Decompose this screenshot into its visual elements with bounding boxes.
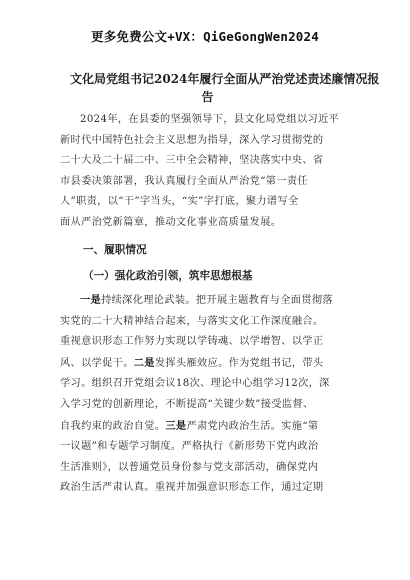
intro-line: 人”职责，以“干”字当头，“实”字打底，聚力谱写全 — [60, 196, 299, 208]
intro-paragraph — [60, 110, 352, 234]
document-title — [70, 70, 380, 106]
paragraph-line — [60, 353, 352, 375]
intro-line: 2024年，在县委的坚强领导下，县文化局党组以习近平 — [80, 114, 340, 125]
intro-line: 新时代中国特色社会主义思想为指导，深入学习贯彻党的 — [60, 134, 324, 146]
line-text: 自我约束的政治自觉。 — [60, 420, 166, 432]
paragraph-line: 入学习党的创新理论，不断提高“关键少数”接受监督、 — [60, 398, 314, 410]
subsection-heading: （一）强化政治引领，筑牢思想根基 — [83, 270, 253, 282]
emphasis-marker: 一是 — [80, 294, 102, 306]
paragraph-line: 政治生活严肃认真。重视并加强意识形态工作，通过定期 — [60, 482, 324, 494]
paragraph-line: 一议题”和专题学习制度。严格执行《新形势下党内政治 — [60, 441, 319, 453]
paragraph-line: 重视意识形态工作努力实现以学铸魂、以学增智、以学正 — [60, 336, 324, 348]
paragraph-line — [60, 416, 352, 438]
paragraph-line — [60, 290, 352, 312]
title-line-1: 文化局党组书记2024年履行全面从严治党述责述廉情况报 — [70, 72, 380, 86]
line-text: 严肃党内政治生活。实施“第 — [186, 420, 319, 432]
intro-line: 市县委决策部署，我认真履行全面从严治党“第一责任 — [60, 175, 308, 187]
paragraph-line: 学习。组织召开党组会议18次、理论中心组学习12次，深 — [60, 378, 330, 390]
section-heading: 一、履职情况 — [83, 244, 147, 256]
paragraph-line: 实党的二十大精神结合起来，与落实文化工作深度融合。 — [60, 315, 324, 327]
intro-line: 面从严治党新篇章，推动文化事业高质量发展。 — [60, 216, 282, 228]
intro-line: 二十大及二十届二中、三中全会精神，坚决落实中央、省 — [60, 155, 324, 167]
line-text: 发挥头雁效应。作为党组书记，带头 — [154, 357, 324, 369]
watermark-header: 更多免费公文+VX：QiGeGongWen2024 — [91, 29, 319, 44]
paragraph-line: 生活准则》，以普通党员身份参与党支部活动，确保党内 — [60, 461, 319, 473]
title-line-2: 告 — [201, 90, 214, 104]
emphasis-marker: 二是 — [133, 356, 155, 369]
emphasis-marker: 三是 — [165, 419, 187, 432]
line-text: 风、以学促干。 — [60, 357, 134, 369]
line-text: 持续深化理论武装。把开展主题教育与全面贯彻落 — [101, 295, 333, 306]
subsection-paragraph — [60, 290, 352, 499]
